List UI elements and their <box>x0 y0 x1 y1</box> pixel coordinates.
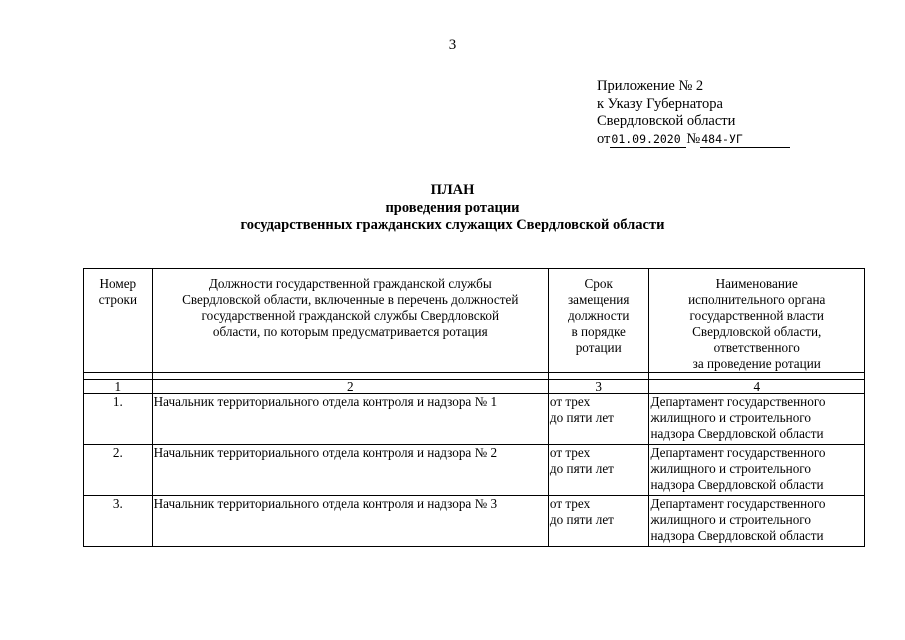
from-label: от <box>597 130 611 147</box>
appendix-block <box>597 78 790 148</box>
header-separator <box>84 373 865 380</box>
header-position: Должности государственной гражданской службы Свердловской области, включенные в перечень должностей государственной гражданской службы Свердловской области, по которым предусматривается ротация <box>152 269 548 373</box>
header-term: Срок замещения должности в порядке ротации <box>548 269 649 373</box>
header-org: Наименование исполнительного органа государственной власти Свердловской области, ответственного за проведение ротации <box>649 269 865 373</box>
row-number: 1. <box>84 394 153 445</box>
column-number: 1 <box>84 380 153 394</box>
decree-number: 484-УГ <box>700 132 790 148</box>
column-number: 4 <box>649 380 865 394</box>
decree-date: 01.09.2020 <box>610 132 686 148</box>
document-title <box>0 182 905 235</box>
rotation-plan-table <box>83 268 865 547</box>
column-number: 3 <box>548 380 649 394</box>
row-number: 3. <box>84 496 153 547</box>
appendix-region: Свердловской области <box>597 113 736 129</box>
table-row <box>84 445 865 496</box>
appendix-title: Приложение № 2 <box>597 78 704 94</box>
row-number: 2. <box>84 445 153 496</box>
table-header-row <box>84 269 865 373</box>
title-line-3: государственных гражданских служащих Свердловской области <box>240 217 665 233</box>
row-org: Департамент государственного жилищного и строительного надзора Свердловской области <box>649 394 865 445</box>
row-position: Начальник территориального отдела контроля и надзора № 3 <box>152 496 548 547</box>
header-num: Номер строки <box>84 269 153 373</box>
title-line-1: ПЛАН <box>430 182 475 198</box>
row-org: Департамент государственного жилищного и строительного надзора Свердловской области <box>649 445 865 496</box>
column-number: 2 <box>152 380 548 394</box>
number-label: № <box>686 130 701 147</box>
appendix-signature-line <box>597 131 790 149</box>
table-row <box>84 496 865 547</box>
row-position: Начальник территориального отдела контроля и надзора № 1 <box>152 394 548 445</box>
appendix-decree-ref: к Указу Губернатора <box>597 95 723 112</box>
column-number-row <box>84 380 865 394</box>
row-term: от трех до пяти лет <box>548 394 649 445</box>
title-line-2: проведения ротации <box>385 199 520 216</box>
row-term: от трех до пяти лет <box>548 445 649 496</box>
row-org: Департамент государственного жилищного и строительного надзора Свердловской области <box>649 496 865 547</box>
row-position: Начальник территориального отдела контроля и надзора № 2 <box>152 445 548 496</box>
page-number: 3 <box>448 37 457 53</box>
row-term: от трех до пяти лет <box>548 496 649 547</box>
table-row <box>84 394 865 445</box>
